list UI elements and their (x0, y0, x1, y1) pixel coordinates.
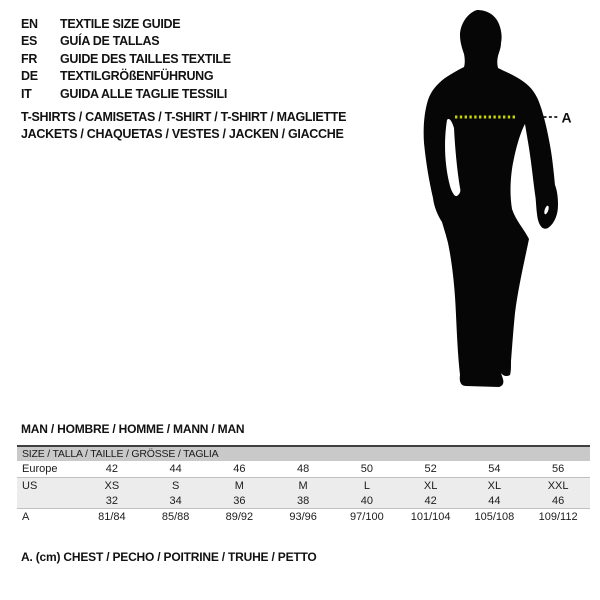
table-cell: 52 (424, 463, 437, 475)
table-cell: M (234, 479, 244, 492)
language-code: IT (21, 86, 32, 101)
table-cell: M (298, 479, 308, 492)
table-cell: L (363, 479, 370, 492)
table-header: SIZE / TALLA / TAILLE / GRÖSSE / TAGLIA (17, 447, 590, 461)
language-label: TEXTILE SIZE GUIDE (60, 16, 181, 31)
table-cell: 81/84 (98, 511, 126, 523)
language-code: EN (21, 16, 38, 31)
row-label: US (22, 479, 38, 492)
table-cell: 40 (360, 494, 373, 507)
table-row-us-numeric (17, 493, 590, 508)
table-cell: 89/92 (225, 511, 254, 523)
table-row-europe (17, 461, 590, 477)
category-block (21, 110, 346, 144)
language-code: FR (21, 51, 38, 66)
table-cell: 32 (105, 494, 118, 507)
language-code: ES (21, 34, 38, 49)
table-cell: 105/108 (474, 511, 515, 523)
man-silhouette-svg (400, 0, 600, 400)
language-code: DE (21, 69, 38, 84)
table-cell: 42 (424, 494, 437, 507)
language-row-es (21, 33, 231, 51)
row-label: A (22, 511, 30, 523)
row-label: Europe (22, 463, 58, 475)
table-cell: 46 (233, 463, 246, 475)
measurement-legend: A. (cm) CHEST / PECHO / POITRINE / TRUHE / PETTO (21, 550, 317, 564)
measurement-label-a: A (561, 109, 572, 126)
table-cell: XL (423, 479, 438, 492)
table-cell: 85/88 (161, 511, 190, 523)
table-cell: 50 (360, 463, 373, 475)
language-label: GUÍA DE TALLAS (60, 34, 160, 49)
language-list (21, 15, 231, 103)
table-cell: XXL (547, 479, 569, 492)
table-cell: S (171, 479, 180, 492)
size-table (17, 445, 590, 525)
language-label: GUIDE DES TAILLES TEXTILE (60, 51, 231, 66)
table-cell: 93/96 (289, 511, 317, 523)
table-cell: 48 (297, 463, 310, 475)
table-cell: 42 (105, 463, 118, 475)
language-label: GUIDA ALLE TAGLIE TESSILI (60, 86, 228, 101)
table-cell: 44 (169, 463, 182, 475)
man-silhouette-body (424, 10, 558, 387)
language-row-fr (21, 50, 231, 68)
table-row-us (17, 477, 590, 493)
table-cell: 101/104 (410, 511, 451, 523)
table-cell: 46 (552, 494, 565, 507)
language-row-it (21, 85, 231, 103)
category-jackets: JACKETS / CHAQUETAS / VESTES / JACKEN / GIACCHE (21, 127, 344, 141)
table-cell: 38 (297, 494, 310, 507)
language-label: TEXTILGRÖßENFÜHRUNG (60, 69, 214, 84)
table-cell: 44 (488, 494, 501, 507)
table-cell: XS (104, 479, 120, 492)
table-cell: 97/100 (350, 511, 384, 523)
language-row-de (21, 68, 231, 86)
table-cell: 56 (552, 463, 565, 475)
man-caption: MAN / HOMBRE / HOMME / MANN / MAN (21, 422, 245, 436)
table-row-chest-a (17, 508, 590, 525)
table-cell: 109/112 (538, 511, 578, 523)
category-tshirts: T-SHIRTS / CAMISETAS / T-SHIRT / T-SHIRT / MAGLIETTE (21, 110, 347, 124)
table-cell: 36 (233, 494, 246, 507)
table-cell: 34 (169, 494, 182, 507)
table-cell: 54 (488, 463, 501, 475)
language-row-en (21, 15, 231, 33)
man-silhouette-figure (400, 0, 600, 400)
table-cell: XL (487, 479, 502, 492)
